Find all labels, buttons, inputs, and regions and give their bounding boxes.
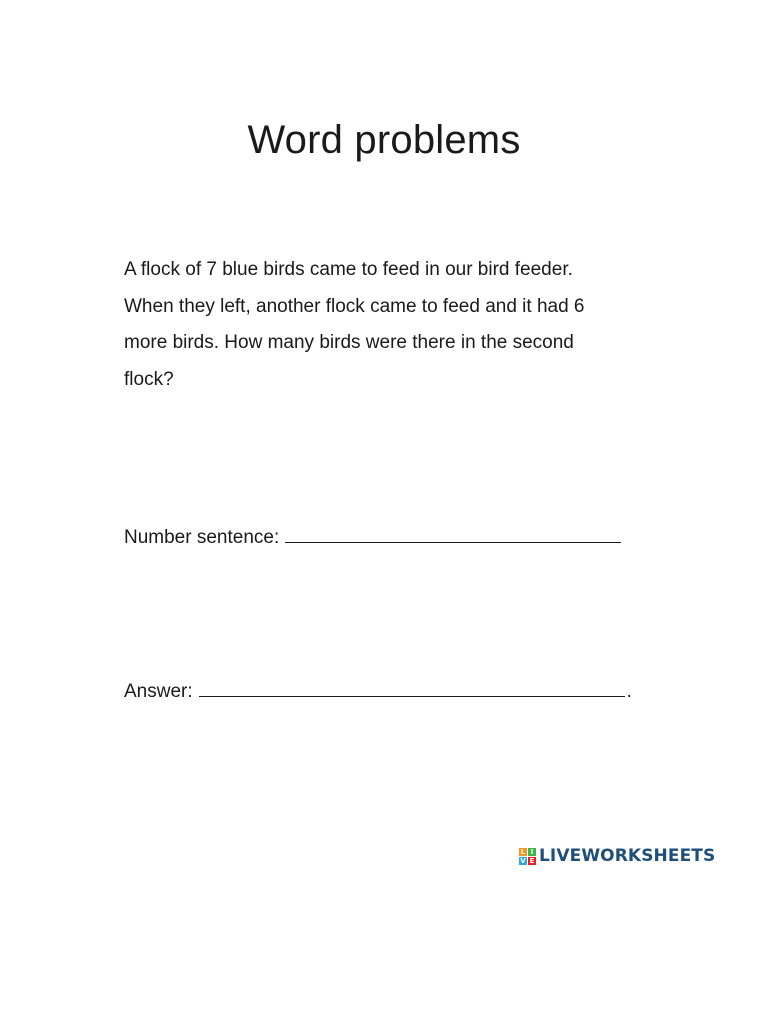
word-problem-text [124, 252, 654, 398]
problem-line: more birds. How many birds were there in the second [124, 332, 574, 353]
problem-line: A flock of 7 blue birds came to feed in our bird feeder. [124, 259, 573, 280]
problem-line: flock? [124, 368, 174, 390]
logo-mark-letter: E [529, 856, 535, 865]
liveworksheets-logo [519, 846, 715, 866]
answer-field [124, 678, 632, 703]
logo-mark-letter: V [520, 856, 526, 865]
logo-mark-letter: L [520, 847, 526, 856]
page-title: Word problems [247, 118, 521, 162]
answer-label: Answer: [124, 681, 193, 702]
number-sentence-label: Number sentence: [124, 527, 280, 548]
logo-text: LIVEWORKSHEETS [539, 846, 716, 866]
number-sentence-blank[interactable] [285, 524, 621, 543]
liveworksheets-mark-icon [519, 848, 536, 865]
answer-period: . [626, 681, 632, 702]
problem-line: When they left, another flock came to feed and it had 6 [124, 295, 585, 317]
answer-blank[interactable] [199, 678, 625, 697]
logo-mark-letter: I [528, 848, 536, 856]
number-sentence-field [124, 524, 621, 549]
